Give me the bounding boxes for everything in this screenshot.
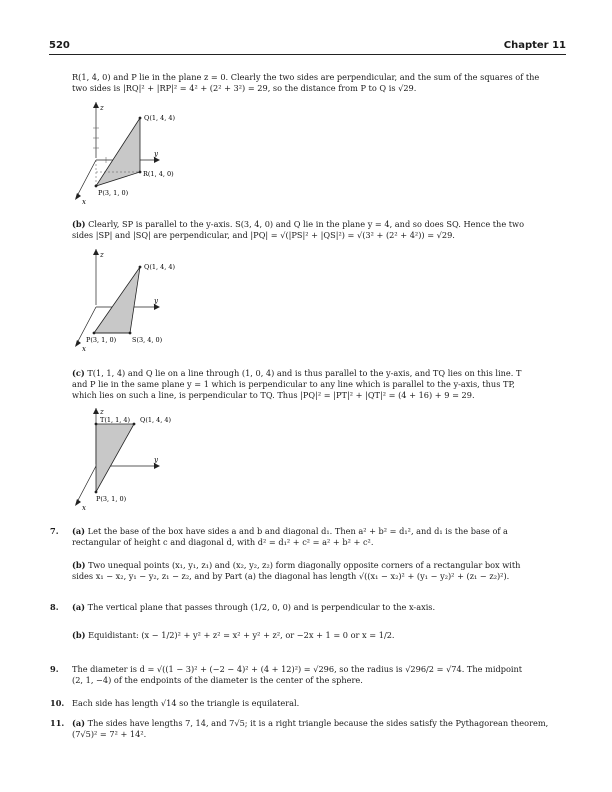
part-c-label: (c) — [72, 368, 85, 378]
problem-7b-line-1: Two unequal points (x₁, y₁, z₁) and (x₂, y₂, z₂) form diagonally opposite corners of a rectangular box with — [88, 560, 521, 570]
problem-7-part-a — [72, 526, 564, 548]
header-rule — [49, 54, 566, 55]
x-arrowhead — [75, 193, 81, 200]
intro-line-1: R(1, 4, 0) and P lie in the plane z = 0. Clearly the two sides are perpendicular, and the sum of the squares of the — [72, 72, 540, 82]
x-label: x — [82, 504, 86, 512]
point-q-label: Q(1, 4, 4) — [140, 416, 172, 424]
figure-3 — [72, 404, 222, 516]
problem-8-number: 8. — [50, 602, 59, 612]
x-label: x — [82, 345, 86, 353]
problem-8b-label: (b) — [72, 630, 86, 640]
x-label: x — [82, 198, 86, 206]
problem-9-number: 9. — [50, 664, 59, 674]
part-c-line-3: which lies on such a line, is perpendicular to TQ. Thus |PQ|² = |PT|² + |QT|² = (4 + 16) + 9 = 29. — [72, 390, 475, 400]
problem-8-part-b — [72, 630, 564, 641]
point-q-label: Q(1, 4, 4) — [144, 263, 176, 271]
problem-11-paragraph — [72, 718, 564, 740]
problem-11a-label: (a) — [72, 718, 86, 728]
problem-8-part-a — [72, 602, 564, 613]
problem-7-number: 7. — [50, 526, 59, 536]
z-arrowhead — [93, 102, 99, 108]
problem-8b-text: Equidistant: (x − 1/2)² + y² + z² = x² + y² + z², or −2x + 1 = 0 or x = 1/2. — [88, 630, 395, 640]
y-label: y — [154, 456, 158, 464]
problem-7-part-b — [72, 560, 564, 582]
problem-11-number: 11. — [50, 718, 65, 728]
z-label: z — [100, 251, 104, 259]
problem-7b-line-2: sides x₁ − x₂, y₁ − y₂, z₁ − z₂, and by Part (a) the diagonal has length √((x₁ − x₂)² + (y₁ − y₂)² + (z₁ − z₂)²). — [72, 571, 510, 581]
point-p-label: P(3, 1, 0) — [98, 189, 129, 197]
point-p-label: P(3, 1, 0) — [86, 336, 117, 344]
figure-2 — [72, 245, 222, 357]
intro-paragraph — [72, 72, 564, 94]
y-label: y — [154, 297, 158, 305]
problem-9-paragraph — [72, 664, 564, 686]
triangle-tqp — [96, 424, 134, 492]
part-b-label: (b) — [72, 219, 86, 229]
page-header — [49, 40, 566, 54]
point-p-label: P(3, 1, 0) — [96, 495, 127, 503]
triangle-pqr — [96, 118, 140, 186]
part-b-line-2: sides |SP| and |SQ| are perpendicular, and |PQ| = √(|PS|² + |QS|²) = √(3² + (2² + 4²)) = √29. — [72, 230, 455, 240]
problem-10-number: 10. — [50, 698, 65, 708]
problem-7a-line-2: rectangular of height c and diagonal d, with d² = d₁² + c² = a² + b² + c². — [72, 537, 374, 547]
point-q-label: Q(1, 4, 4) — [144, 114, 176, 122]
point-r-label: R(1, 4, 0) — [143, 170, 174, 178]
problem-7a-line-1: Let the base of the box have sides a and b and diagonal d₁. Then a² + b² = d₁², and d₁ is the base of a — [87, 526, 508, 536]
z-label: z — [100, 408, 104, 416]
problem-8a-text: The vertical plane that passes through (1/2, 0, 0) and is perpendicular to the x-axis. — [87, 602, 436, 612]
problem-7a-label: (a) — [72, 526, 86, 536]
y-label: y — [154, 150, 158, 158]
problem-11-line-2: (7√5)² = 7² + 14². — [72, 729, 147, 739]
problem-11-line-1: The sides have lengths 7, 14, and 7√5; it is a right triangle because the sides satisfy the Pythagorean theorem, — [87, 718, 549, 728]
part-b-paragraph — [72, 219, 564, 241]
page-number: 520 — [49, 40, 70, 51]
x-axis — [76, 160, 96, 198]
part-c-line-2: and P lie in the same plane y = 1 which is perpendicular to any line which is parallel to the y-axis, thus TP, — [72, 379, 515, 389]
figure-1 — [72, 98, 222, 210]
intro-line-2: two sides is |RQ|² + |RP|² = 4² + (2² + 3²) = 29, so the distance from P to Q is √29. — [72, 83, 417, 93]
chapter-title: Chapter 11 — [503, 40, 566, 51]
point-t-label: T(1, 1, 4) — [100, 416, 131, 424]
problem-9-line-2: (2, 1, −4) of the endpoints of the diameter is the center of the sphere. — [72, 675, 363, 685]
problem-7b-label: (b) — [72, 560, 86, 570]
z-label: z — [100, 104, 104, 112]
part-c-paragraph — [72, 368, 564, 401]
part-b-line-1: Clearly, SP is parallel to the y-axis. S(3, 4, 0) and Q lie in the plane y = 4, and so does SQ. Hence the two — [88, 219, 524, 229]
problem-10-text: Each side has length √14 so the triangle is equilateral. — [72, 698, 300, 708]
problem-8a-label: (a) — [72, 602, 86, 612]
problem-9-line-1: The diameter is d = √((1 − 3)² + (−2 − 4)² + (4 + 12)²) = √296, so the radius is √296/2 = √74. The midpoint — [72, 664, 523, 674]
triangle-pqs — [94, 267, 140, 333]
point-s-label: S(3, 4, 0) — [132, 336, 163, 344]
part-c-line-1: T(1, 1, 4) and Q lie on a line through (1, 0, 4) and is thus parallel to the y-axis, and TQ lies on this line. T — [87, 368, 522, 378]
